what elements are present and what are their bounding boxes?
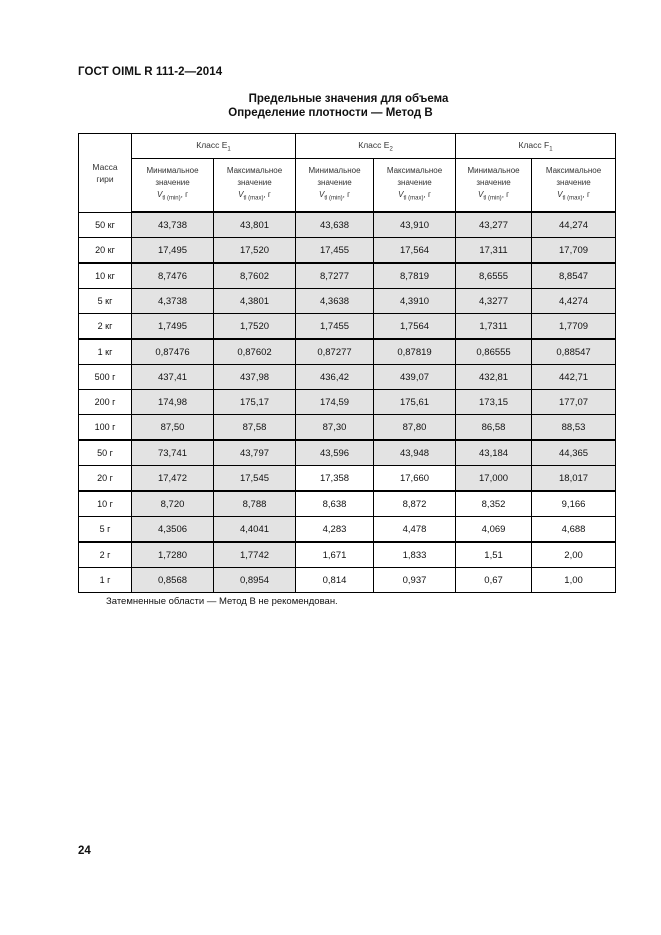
value-cell: 0,937 bbox=[374, 568, 456, 593]
value-cell: 43,277 bbox=[456, 212, 532, 238]
value-cell: 1,7455 bbox=[296, 314, 374, 340]
mass-cell: 2 кг bbox=[79, 314, 132, 340]
mass-cell: 1 кг bbox=[79, 339, 132, 365]
mass-cell: 1 г bbox=[79, 568, 132, 593]
min-symbol: $V_{tl (min)}$, г bbox=[318, 190, 351, 202]
value-cell: 4,3738 bbox=[132, 289, 214, 314]
minmax-header-row bbox=[79, 159, 616, 213]
page-number: 24 bbox=[78, 845, 91, 857]
value-cell: 4,3638 bbox=[296, 289, 374, 314]
value-cell: 8,6555 bbox=[456, 263, 532, 289]
standard-code: ГОСТ OIML R 111-2—2014 bbox=[78, 66, 223, 78]
value-cell: 0,87277 bbox=[296, 339, 374, 365]
mass-cell: 5 кг bbox=[79, 289, 132, 314]
value-cell: 44,365 bbox=[532, 440, 616, 466]
table-title bbox=[0, 92, 661, 120]
value-cell: 4,3910 bbox=[374, 289, 456, 314]
mass-header: Масса гири bbox=[79, 134, 132, 213]
value-cell: 8,872 bbox=[374, 491, 456, 517]
value-cell: 43,801 bbox=[214, 212, 296, 238]
max-symbol: $V_{tl (max)}$, г bbox=[557, 190, 590, 202]
value-cell: 88,53 bbox=[532, 415, 616, 441]
class-header-row bbox=[79, 134, 616, 159]
value-cell: 43,596 bbox=[296, 440, 374, 466]
mass-cell: 500 г bbox=[79, 365, 132, 390]
value-cell: 87,80 bbox=[374, 415, 456, 441]
value-cell: 17,000 bbox=[456, 466, 532, 492]
value-cell: 1,7520 bbox=[214, 314, 296, 340]
min-symbol: $V_{tl (min)}$, г bbox=[156, 190, 189, 202]
min-label: Минимальное значение bbox=[467, 166, 520, 188]
class-f1-header: Класс $F_1$ bbox=[456, 134, 616, 159]
max-label: Максимальное значение bbox=[545, 166, 602, 188]
value-cell: 442,71 bbox=[532, 365, 616, 390]
value-cell: 1,7742 bbox=[214, 542, 296, 568]
table-row bbox=[79, 289, 616, 314]
table-row bbox=[79, 314, 616, 340]
value-cell: 0,86555 bbox=[456, 339, 532, 365]
table-row bbox=[79, 440, 616, 466]
value-cell: 4,3801 bbox=[214, 289, 296, 314]
value-cell: 4,283 bbox=[296, 517, 374, 543]
mass-cell: 50 г bbox=[79, 440, 132, 466]
value-cell: 17,472 bbox=[132, 466, 214, 492]
value-cell: 0,88547 bbox=[532, 339, 616, 365]
title-line-2: Определение плотности — Метод В bbox=[228, 107, 433, 119]
value-cell: 43,948 bbox=[374, 440, 456, 466]
value-cell: 17,564 bbox=[374, 238, 456, 264]
mass-cell: 100 г bbox=[79, 415, 132, 441]
value-cell: 175,17 bbox=[214, 390, 296, 415]
value-cell: 17,520 bbox=[214, 238, 296, 264]
value-cell: 177,07 bbox=[532, 390, 616, 415]
value-cell: 437,41 bbox=[132, 365, 214, 390]
value-cell: 436,42 bbox=[296, 365, 374, 390]
table-row bbox=[79, 263, 616, 289]
value-cell: 87,30 bbox=[296, 415, 374, 441]
max-value-header bbox=[214, 159, 296, 213]
value-cell: 8,638 bbox=[296, 491, 374, 517]
class-e2-header: Класс $E_2$ bbox=[296, 134, 456, 159]
title-line-1: Предельные значения для объема bbox=[248, 93, 449, 105]
min-label: Минимальное значение bbox=[308, 166, 361, 188]
min-label: Минимальное значение bbox=[146, 166, 199, 188]
value-cell: 8,788 bbox=[214, 491, 296, 517]
value-cell: 1,00 bbox=[532, 568, 616, 593]
value-cell: 9,166 bbox=[532, 491, 616, 517]
table-row bbox=[79, 466, 616, 492]
value-cell: 432,81 bbox=[456, 365, 532, 390]
mass-cell: 2 г bbox=[79, 542, 132, 568]
max-symbol: $V_{tl (max)}$, г bbox=[398, 190, 431, 202]
value-cell: 1,671 bbox=[296, 542, 374, 568]
max-value-header bbox=[374, 159, 456, 213]
value-cell: 43,638 bbox=[296, 212, 374, 238]
value-cell: 17,545 bbox=[214, 466, 296, 492]
value-cell: 17,709 bbox=[532, 238, 616, 264]
value-cell: 1,7311 bbox=[456, 314, 532, 340]
value-cell: 17,311 bbox=[456, 238, 532, 264]
table-row bbox=[79, 365, 616, 390]
value-cell: 4,688 bbox=[532, 517, 616, 543]
table-body bbox=[79, 212, 616, 593]
value-cell: 43,797 bbox=[214, 440, 296, 466]
value-cell: 17,495 bbox=[132, 238, 214, 264]
value-cell: 0,67 bbox=[456, 568, 532, 593]
value-cell: 44,274 bbox=[532, 212, 616, 238]
value-cell: 174,59 bbox=[296, 390, 374, 415]
table-row bbox=[79, 568, 616, 593]
value-cell: 1,833 bbox=[374, 542, 456, 568]
value-cell: 0,8954 bbox=[214, 568, 296, 593]
value-cell: 43,184 bbox=[456, 440, 532, 466]
value-cell: 17,660 bbox=[374, 466, 456, 492]
mass-cell: 10 кг bbox=[79, 263, 132, 289]
value-cell: 86,58 bbox=[456, 415, 532, 441]
max-symbol: $V_{tl (max)}$, г bbox=[238, 190, 271, 202]
table-row bbox=[79, 238, 616, 264]
value-cell: 17,455 bbox=[296, 238, 374, 264]
value-cell: 173,15 bbox=[456, 390, 532, 415]
min-value-header bbox=[296, 159, 374, 213]
volume-limits-table bbox=[78, 133, 616, 593]
value-cell: 17,358 bbox=[296, 466, 374, 492]
value-cell: 8,7476 bbox=[132, 263, 214, 289]
value-cell: 0,87476 bbox=[132, 339, 214, 365]
value-cell: 439,07 bbox=[374, 365, 456, 390]
mass-cell: 20 г bbox=[79, 466, 132, 492]
value-cell: 8,7602 bbox=[214, 263, 296, 289]
value-cell: 18,017 bbox=[532, 466, 616, 492]
value-cell: 0,814 bbox=[296, 568, 374, 593]
mass-cell: 200 г bbox=[79, 390, 132, 415]
value-cell: 4,3277 bbox=[456, 289, 532, 314]
value-cell: 0,87602 bbox=[214, 339, 296, 365]
mass-cell: 10 г bbox=[79, 491, 132, 517]
mass-cell: 5 г bbox=[79, 517, 132, 543]
value-cell: 8,720 bbox=[132, 491, 214, 517]
value-cell: 2,00 bbox=[532, 542, 616, 568]
class-e1-header: Класс $E_1$ bbox=[132, 134, 296, 159]
value-cell: 87,50 bbox=[132, 415, 214, 441]
value-cell: 43,910 bbox=[374, 212, 456, 238]
value-cell: 175,61 bbox=[374, 390, 456, 415]
max-label: Максимальное значение bbox=[226, 166, 283, 188]
value-cell: 73,741 bbox=[132, 440, 214, 466]
min-value-header bbox=[456, 159, 532, 213]
value-cell: 174,98 bbox=[132, 390, 214, 415]
table-row bbox=[79, 390, 616, 415]
value-cell: 1,7280 bbox=[132, 542, 214, 568]
mass-cell: 50 кг bbox=[79, 212, 132, 238]
value-cell: 1,7709 bbox=[532, 314, 616, 340]
shading-note: Затемненные области — Метод В не рекомендован. bbox=[106, 596, 338, 607]
max-value-header bbox=[532, 159, 616, 213]
table-row bbox=[79, 212, 616, 238]
value-cell: 4,4041 bbox=[214, 517, 296, 543]
value-cell: 4,478 bbox=[374, 517, 456, 543]
value-cell: 1,7495 bbox=[132, 314, 214, 340]
table-row bbox=[79, 415, 616, 441]
max-label: Максимальное значение bbox=[386, 166, 443, 188]
value-cell: 8,352 bbox=[456, 491, 532, 517]
table-row bbox=[79, 542, 616, 568]
value-cell: 0,8568 bbox=[132, 568, 214, 593]
value-cell: 0,87819 bbox=[374, 339, 456, 365]
min-value-header bbox=[132, 159, 214, 213]
table-row bbox=[79, 491, 616, 517]
value-cell: 4,4274 bbox=[532, 289, 616, 314]
mass-cell: 20 кг bbox=[79, 238, 132, 264]
min-symbol: $V_{tl (min)}$, г bbox=[478, 190, 510, 202]
value-cell: 4,3506 bbox=[132, 517, 214, 543]
value-cell: 8,7277 bbox=[296, 263, 374, 289]
table-row bbox=[79, 517, 616, 543]
value-cell: 1,7564 bbox=[374, 314, 456, 340]
value-cell: 1,51 bbox=[456, 542, 532, 568]
value-cell: 437,98 bbox=[214, 365, 296, 390]
value-cell: 4,069 bbox=[456, 517, 532, 543]
value-cell: 8,7819 bbox=[374, 263, 456, 289]
value-cell: 87,58 bbox=[214, 415, 296, 441]
value-cell: 43,738 bbox=[132, 212, 214, 238]
table-row bbox=[79, 339, 616, 365]
value-cell: 8,8547 bbox=[532, 263, 616, 289]
